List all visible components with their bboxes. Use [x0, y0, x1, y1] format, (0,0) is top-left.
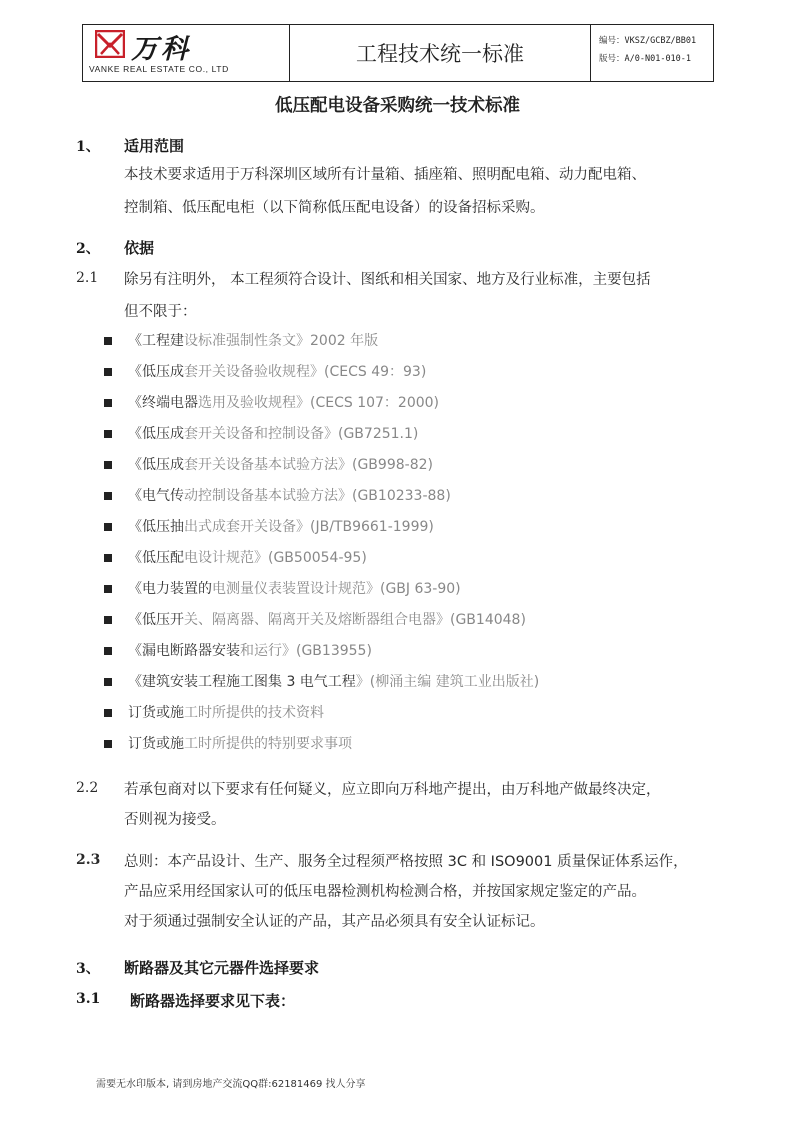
standard-item: [128, 671, 539, 691]
standard-item-rest: 套开关设备验收规程》(CECS 49：93): [184, 364, 427, 380]
standard-item-rest: 》(柳涌主编 建筑工业出版社): [355, 674, 540, 690]
standard-item-lead: 《低压成: [128, 457, 184, 473]
standard-item: [128, 733, 352, 753]
standard-item-rest: 工时所提供的特别要求事项: [184, 736, 352, 752]
bullet-square-icon: [104, 430, 112, 438]
standard-item: [128, 361, 426, 381]
standard-item-lead: 《低压抽: [128, 519, 184, 535]
clause-2-1-number: 2.1: [76, 270, 99, 286]
standard-item-rest: 套开关设备和控制设备》(GB7251.1): [184, 426, 419, 442]
standard-item: [128, 640, 372, 660]
section3-title: 断路器及其它元器件选择要求: [124, 959, 320, 977]
bullet-square-icon: [104, 616, 112, 624]
section1-line-1: 本技术要求适用于万科深圳区域所有计量箱、插座箱、照明配电箱、动力配电箱、: [124, 167, 646, 183]
section1-number: 1、: [76, 139, 100, 155]
bullet-square-icon: [104, 492, 112, 500]
bullet-square-icon: [104, 554, 112, 562]
standard-item-rest: 电测量仪表装置设计规范》(GBJ 63-90): [212, 581, 461, 597]
section3-number: 3、: [76, 961, 100, 977]
clause-2-3-line-2: 产品应采用经国家认可的低压电器检测机构检测合格，并按国家规定鉴定的产品。: [124, 884, 646, 900]
page-header: [82, 24, 714, 82]
standard-item: [128, 702, 324, 722]
logo-chinese-text: 万科: [131, 34, 191, 65]
standard-item-lead: 《建筑安装工程施工图集 3 电气工程: [128, 674, 356, 690]
clause-2-3-number: 2.3: [76, 852, 101, 868]
standard-item-rest: 选用及验收规程》(CECS 107：2000): [198, 395, 440, 411]
standard-item-lead: 《工程建: [128, 333, 184, 349]
standard-item: [128, 578, 461, 598]
standard-item-lead: 《低压成: [128, 364, 184, 380]
standard-item-lead: 订货或施: [128, 736, 184, 752]
clause-2-1-line-2: 但不限于：: [124, 304, 197, 320]
standard-item-rest: 设标准强制性条文》2002 年版: [184, 333, 379, 349]
standard-item: [128, 423, 418, 443]
logo-english-text: VANKE REAL ESTATE CO., LTD: [89, 64, 229, 74]
standard-item-lead: 《漏电断路器安装: [128, 643, 240, 659]
clause-3-1-title: 断路器选择要求见下表：: [130, 992, 296, 1010]
section1-line-2: 控制箱、低压配电柜（以下简称低压配电设备）的设备招标采购。: [124, 200, 545, 216]
header-title: 工程技术统一标准: [290, 25, 591, 81]
standard-item-lead: 《电气传: [128, 488, 184, 504]
bullet-square-icon: [104, 337, 112, 345]
company-logo: [83, 25, 290, 81]
standard-item: [128, 454, 433, 474]
bullet-square-icon: [104, 461, 112, 469]
clause-2-1-line-1: 除另有注明外， 本工程须符合设计、图纸和相关国家、地方及行业标准，主要包括: [124, 272, 651, 288]
bullet-square-icon: [104, 523, 112, 531]
standard-item: [128, 547, 367, 567]
section1-title: 适用范围: [124, 137, 185, 155]
document-code: 编号：VKSZ/GCBZ/BB01: [599, 36, 697, 46]
standard-item: [128, 516, 434, 536]
bullet-square-icon: [104, 709, 112, 717]
standard-item: [128, 330, 378, 350]
bullet-square-icon: [104, 585, 112, 593]
standard-item: [128, 392, 439, 412]
standard-item-lead: 《低压成: [128, 426, 184, 442]
standard-item-lead: 《低压开: [128, 612, 184, 628]
bullet-square-icon: [104, 740, 112, 748]
document-version: 版号：A/0-N01-010-1: [599, 54, 692, 64]
bullet-square-icon: [104, 647, 112, 655]
clause-3-1-number: 3.1: [76, 991, 101, 1007]
standard-item-lead: 订货或施: [128, 705, 184, 721]
standard-item-lead: 《低压配: [128, 550, 184, 566]
clause-2-2-number: 2.2: [76, 780, 99, 796]
bullet-square-icon: [104, 678, 112, 686]
document-title: 低压配电设备采购统一技术标准: [275, 96, 520, 116]
section2-title: 依据: [124, 239, 155, 257]
standard-item-rest: 工时所提供的技术资料: [184, 705, 324, 721]
standard-item: [128, 609, 526, 629]
vanke-logo-icon: [95, 30, 125, 58]
standard-item-rest: 出式成套开关设备》(JB/TB9661-1999): [184, 519, 434, 535]
clause-2-2-line-1: 若承包商对以下要求有任何疑义，应立即向万科地产提出，由万科地产做最终决定，: [124, 782, 661, 798]
standard-item-rest: 动控制设备基本试验方法》(GB10233-88): [184, 488, 451, 504]
clause-2-3-line-1: 总则：本产品设计、生产、服务全过程须严格按照 3C 和 ISO9001 质量保证体系运作，: [124, 854, 688, 870]
clause-2-2-line-2: 否则视为接受。: [124, 812, 226, 828]
standard-item: [128, 485, 451, 505]
bullet-square-icon: [104, 399, 112, 407]
section2-number: 2、: [76, 241, 100, 257]
standard-item-lead: 《电力装置的: [128, 581, 212, 597]
standard-item-rest: 套开关设备基本试验方法》(GB998-82): [184, 457, 433, 473]
standard-item-rest: 电设计规范》(GB50054-95): [184, 550, 367, 566]
document-codes: [591, 25, 713, 81]
clause-2-3-line-3: 对于须通过强制安全认证的产品，其产品必须具有安全认证标记。: [124, 914, 545, 930]
standard-item-lead: 《终端电器: [128, 395, 198, 411]
watermark-footer: 需要无水印版本, 请到房地产交流QQ群:62181469 找人分享: [96, 1079, 366, 1090]
bullet-square-icon: [104, 368, 112, 376]
standard-item-rest: 和运行》(GB13955): [240, 643, 372, 659]
standard-item-rest: 关、隔离器、隔离开关及熔断器组合电器》(GB14048): [184, 612, 526, 628]
